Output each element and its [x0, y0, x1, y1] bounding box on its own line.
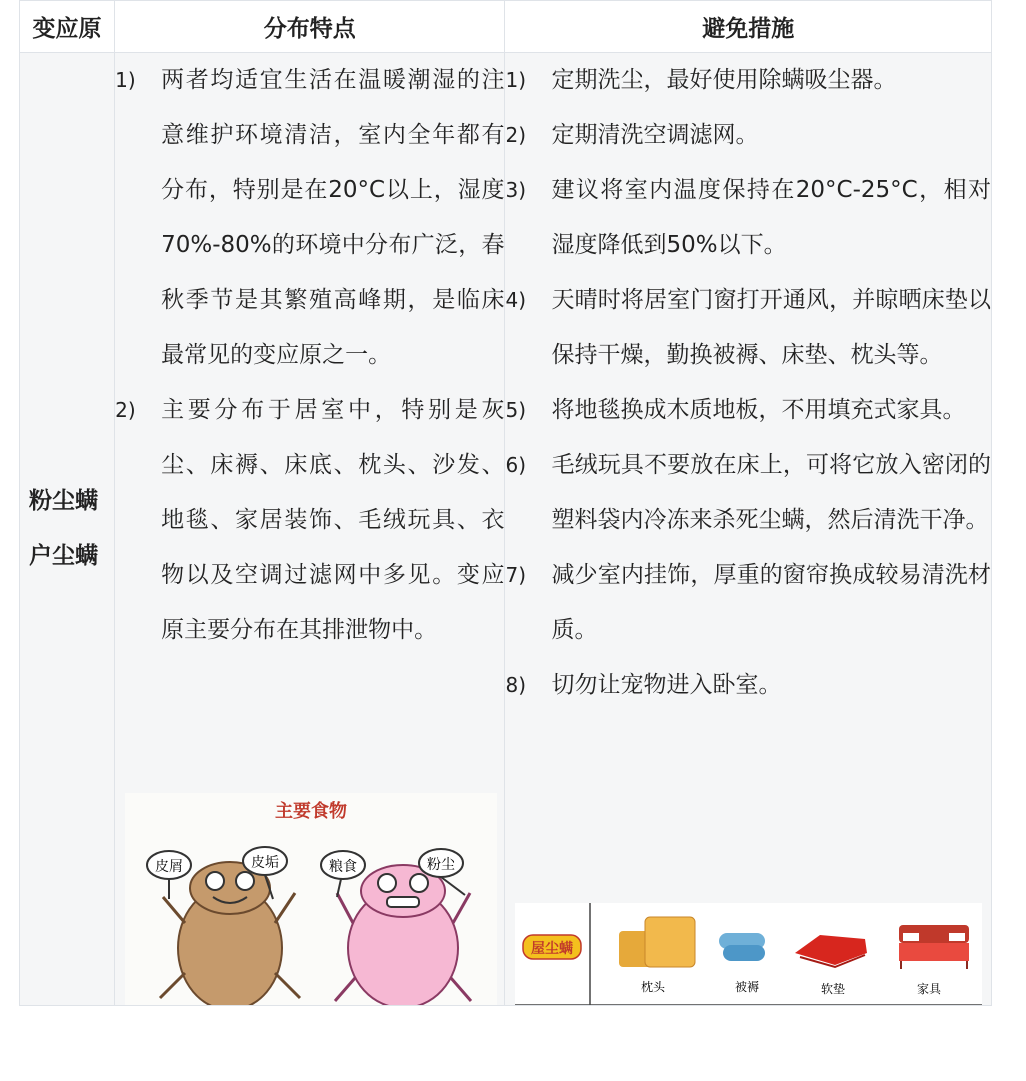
dust-mite-pink-icon — [335, 865, 471, 1005]
mite-food-drawing — [125, 793, 497, 1005]
list-number: 6) — [505, 453, 527, 477]
list-text: 定期清洗空调滤网。 — [551, 122, 759, 148]
list-item — [505, 658, 991, 713]
list-number: 3) — [505, 178, 527, 202]
list-number: 8) — [505, 673, 527, 697]
list-item — [505, 108, 991, 163]
list-item — [505, 383, 991, 438]
allergen-name-cell — [20, 53, 115, 1006]
list-item — [505, 438, 991, 548]
list-text: 定期洗尘，最好使用除螨吸尘器。 — [551, 67, 897, 93]
allergen-table — [19, 0, 992, 1006]
svg-text:皮屑: 皮屑 — [155, 859, 184, 875]
measures-cell — [505, 53, 992, 1006]
list-number: 5) — [505, 398, 527, 422]
header-row — [20, 1, 992, 53]
svg-text:粮食: 粮食 — [329, 859, 358, 875]
list-item — [505, 273, 991, 383]
svg-text:皮垢: 皮垢 — [251, 855, 280, 871]
list-number: 7) — [505, 563, 527, 587]
header-allergen: 变应原 — [20, 1, 115, 53]
house-items-drawing — [515, 903, 982, 1005]
list-text: 毛绒玩具不要放在床上，可将它放入密闭的塑料袋内冷冻来杀死尘螨，然后清洗干净。 — [551, 452, 991, 533]
svg-text:粉尘: 粉尘 — [427, 857, 456, 873]
quilt-icon — [719, 933, 765, 961]
list-number: 2) — [115, 398, 136, 422]
list-text: 主要分布于居室中，特别是灰尘、床褥、床底、枕头、沙发、地毯、家居装饰、毛绒玩具、衣物以及空调过滤网中多见。变应原主要分布在其排泄物中。 — [161, 397, 505, 643]
tag-sign — [147, 851, 191, 899]
pillow-icon — [619, 917, 695, 967]
list-text: 减少室内挂饰，厚重的窗帘换成较易清洗材质。 — [551, 562, 991, 643]
measures-list — [505, 53, 991, 713]
illustration-title: 主要食物 — [275, 801, 348, 822]
cushion-icon — [795, 935, 867, 967]
list-text: 建议将室内温度保持在20°C-25°C，相对湿度降低到50%以下。 — [551, 177, 991, 258]
allergen-name-2: 户尘螨 — [29, 543, 98, 569]
list-text: 将地毯换成木质地板，不用填充式家具。 — [551, 397, 966, 423]
mite-food-illustration — [125, 793, 497, 1005]
list-item — [115, 383, 504, 658]
list-number: 1) — [115, 68, 136, 92]
distribution-cell — [115, 53, 505, 1006]
list-item — [505, 53, 991, 108]
illustration-badge: 屋尘螨 — [531, 941, 574, 957]
allergen-name-1: 粉尘螨 — [29, 488, 98, 514]
distribution-list — [115, 53, 504, 658]
list-text: 切勿让宠物进入卧室。 — [551, 672, 782, 698]
list-item — [505, 548, 991, 658]
svg-text:家具: 家具 — [917, 982, 942, 996]
header-distribution: 分布特点 — [115, 1, 505, 53]
dust-mite-brown-icon — [160, 862, 300, 1005]
header-measures: 避免措施 — [505, 1, 992, 53]
bed-icon — [899, 925, 969, 969]
list-text: 两者均适宜生活在温暖潮湿的注意维护环境清洁，室内全年都有分布，特别是在20°C以上，湿度70%-80%的环境中分布广泛，春秋季节是其繁殖高峰期，是临床最常见的变应原之一。 — [161, 67, 505, 368]
svg-text:被褥: 被褥 — [735, 980, 760, 994]
list-number: 2) — [505, 123, 527, 147]
list-item — [115, 53, 504, 383]
table-row — [20, 53, 992, 1006]
house-dust-mite-illustration — [515, 903, 982, 1005]
list-number: 1) — [505, 68, 527, 92]
svg-text:软垫: 软垫 — [821, 982, 846, 996]
list-number: 4) — [505, 288, 527, 312]
tag-sign — [321, 851, 365, 897]
svg-text:枕头: 枕头 — [641, 980, 666, 994]
list-item — [505, 163, 991, 273]
list-text: 天晴时将居室门窗打开通风，并晾晒床垫以保持干燥，勤换被褥、床垫、枕头等。 — [551, 287, 991, 368]
